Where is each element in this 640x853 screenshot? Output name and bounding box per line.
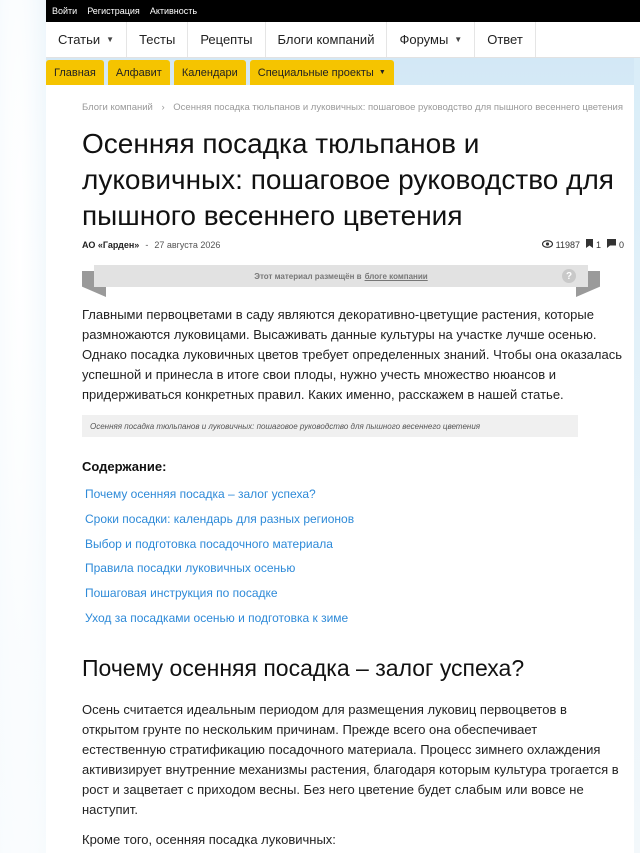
meta-separator: - <box>145 240 149 250</box>
nav-item-label: Форумы <box>399 32 449 47</box>
article-stats <box>536 239 624 251</box>
breadcrumb-separator: › <box>161 102 165 113</box>
subnav-item-special-projects[interactable] <box>250 60 394 85</box>
toc-title: Содержание: <box>82 459 167 474</box>
activity-link[interactable]: Активность <box>149 6 198 16</box>
toc-link[interactable]: Сроки посадки: календарь для разных регионов <box>85 511 355 526</box>
main-nav <box>46 22 640 58</box>
publish-date: 27 августа 2026 <box>154 240 221 250</box>
nav-item-articles[interactable] <box>46 22 127 57</box>
breadcrumb-item-company-blogs[interactable]: Блоги компаний <box>82 102 153 113</box>
subnav-item-label: Календари <box>181 66 238 79</box>
toc-link[interactable]: Правила посадки луковичных осенью <box>85 561 296 576</box>
toc-link[interactable]: Выбор и подготовка посадочного материала <box>85 536 333 551</box>
top-bar <box>46 0 640 22</box>
register-link[interactable]: Регистрация <box>87 6 140 16</box>
nav-item-label: Блоги компаний <box>277 32 375 47</box>
subnav-item-label: Алфавит <box>115 66 162 79</box>
article-meta <box>82 240 220 250</box>
nav-item-answer[interactable] <box>475 22 536 57</box>
article-content <box>46 85 634 853</box>
subnav-item-calendars[interactable] <box>174 60 246 85</box>
page-title: Осенняя посадка тюльпанов и луковичных: пошаговое руководство для пышного весеннего цветения <box>82 128 614 231</box>
toc-link[interactable]: Пошаговая инструкция по посадке <box>85 586 278 601</box>
bookmark-icon[interactable] <box>586 239 593 251</box>
sub-nav <box>46 58 640 85</box>
subnav-item-home[interactable] <box>46 60 104 85</box>
nav-item-label: Тесты <box>139 32 176 47</box>
notice-band <box>94 265 588 287</box>
nav-item-recipes[interactable] <box>188 22 265 57</box>
section-paragraph: Кроме того, осенняя посадка луковичных: <box>82 832 336 847</box>
right-background <box>634 0 640 853</box>
nav-item-company-blogs[interactable] <box>266 22 388 57</box>
table-of-contents <box>85 485 354 634</box>
section-heading: Почему осенняя посадка – залог успеха? <box>82 655 525 681</box>
nav-item-label: Рецепты <box>200 32 253 47</box>
lead-paragraph: Главными первоцветами в саду являются декоративно-цветущие растения, которые размножаются луковицами. Высаживать данные культуры на участке лучше осенью. Однако посадка луковичных цветов требует определенных знаний. Чтобы она оказалась успешной и принесла в итоге свои плоды, нужно учесть множество нюансов и придерживаться конкретных правил. Каких именно, расскажем в нашей статье. <box>82 307 623 402</box>
comments-count: 0 <box>618 240 624 250</box>
eye-icon <box>542 240 553 251</box>
chevron-down-icon: ▼ <box>454 35 463 44</box>
toc-link[interactable]: Уход за посадками осенью и подготовка к зиме <box>85 610 349 625</box>
nav-item-tests[interactable] <box>127 22 188 57</box>
subnav-item-label: Специальные проекты <box>257 66 374 79</box>
bookmarks-count: 1 <box>595 240 601 250</box>
chevron-down-icon: ▼ <box>378 69 386 76</box>
subnav-item-alphabet[interactable] <box>108 60 170 85</box>
section-paragraph: Осень считается идеальным периодом для размещения луковиц первоцветов в открытом грунте по нескольким причинам. Прежде всего она обеспечивает естественную стратификацию посадочного материала. Процесс зимнего охлаждения активизирует внутренние механизмы растения, благодаря которым культура трогается в рост и зацветает с приходом весны. Без него цветение будет слабым или вовсе не наступит. <box>82 702 619 817</box>
breadcrumb-item-current: Осенняя посадка тюльпанов и луковичных: пошаговое руководство для пышного весеннего цветения <box>173 102 624 113</box>
author-link[interactable]: АО «Гарден» <box>82 240 140 250</box>
company-blog-notice <box>82 265 600 297</box>
sky-background <box>0 0 46 853</box>
views-count: 11987 <box>555 240 580 250</box>
question-icon[interactable]: ? <box>562 269 576 283</box>
image-caption: Осенняя посадка тюльпанов и луковичных: пошаговое руководство для пышного весеннего цветения <box>82 415 578 437</box>
nav-item-label: Ответ <box>487 32 523 47</box>
comment-icon[interactable] <box>607 239 616 251</box>
notice-text: Этот материал размещён в <box>254 271 362 281</box>
nav-item-label: Статьи <box>58 32 101 47</box>
chevron-down-icon: ▼ <box>106 35 115 44</box>
breadcrumb <box>82 102 623 113</box>
toc-link[interactable]: Почему осенняя посадка – залог успеха? <box>85 487 316 501</box>
nav-item-forums[interactable] <box>387 22 475 57</box>
subnav-item-label: Главная <box>54 66 96 79</box>
login-link[interactable]: Войти <box>52 6 78 16</box>
company-blog-link[interactable]: блоге компании <box>364 271 428 281</box>
